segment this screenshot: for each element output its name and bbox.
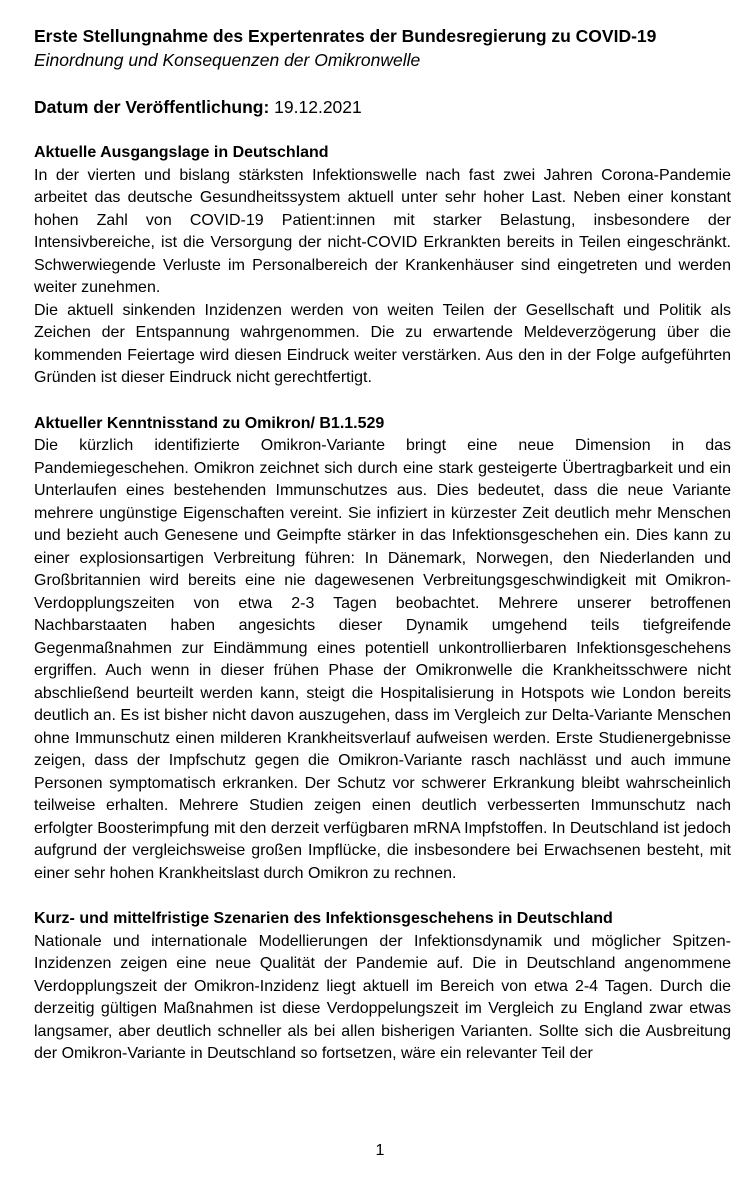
section-paragraph: Nationale und internationale Modellierungen der Infektionsdynamik und möglicher Spitzen-Inzidenzen zeigen eine neue Qualität der Pandemie auf. Die in Deutschland angenommene Verdopplungszeit der Omikron-Inzidenz liegt aktuell im Bereich von etwa 2-4 Tagen. Durch die derzeitig gültigen Maßnahmen ist diese Verdoppelungszeit im Vergleich zu England zwar etwas langsamer, aber deutlich schneller als bei allen bisherigen Varianten. Sollte sich die Ausbreitung der Omikron-Variante in Deutschland so fortsetzen, wäre ein relevanter Teil der: [34, 932, 731, 1062]
section-current-situation: [34, 142, 731, 390]
section-heading: Aktueller Kenntnisstand zu Omikron/ B1.1.529: [34, 414, 385, 432]
page-number: 1: [375, 1142, 385, 1159]
section-heading: Aktuelle Ausgangslage in Deutschland: [34, 144, 329, 161]
document-subtitle: Einordnung und Konsequenzen der Omikronwelle: [34, 50, 421, 70]
section-omicron-knowledge: [34, 413, 731, 886]
section-paragraph: Die kürzlich identifizierte Omikron-Variante bringt eine neue Dimension in das Pandemiegeschehen. Omikron zeichnet sich durch eine stark gesteigerte Übertragbarkeit und ein Unterlaufen eines bestehenden Immunschutzes aus. Dies bedeutet, dass die neue Variante mehrere ungünstige Eigenschaften vereint. Sie infiziert in kürzester Zeit deutlich mehr Menschen und bezieht auch Genesene und Geimpfte stärker in das Infektionsgeschehen ein. Dies kann zu einer explosionsartigen Verbreitung führen: In Dänemark, Norwegen, den Niederlanden und Großbritannien wird bereits eine nie dagewesenen Verbreitungsgeschwindigkeit mit Omikron-Verdopplungszeiten von etwa 2-3 Tagen beobachtet. Mehrere unserer betroffenen Nachbarstaaten haben angesichts dieser Dynamik umgehend teils tiefgreifende Gegenmaßnahmen zur Eindämmung eines potentiell unkontrollierbaren Infektionsgeschehens ergriffen. Auch wenn in dieser frühen Phase der Omikronwelle die Krankheitsschwere nicht abschließend beurteilt werden kann, steigt die Hospitalisierung in Hotspots wie London bereits deutlich an. Es ist bisher nicht davon auszugehen, dass im Vergleich zur Delta-Variante Menschen ohne Immunschutz einen milderen Krankheitsverlauf aufweisen werden. Erste Studienergebnisse zeigen, dass der Impfschutz gegen die Omikron-Variante rasch nachlässt und auch immune Personen symptomatisch erkranken. Der Schutz vor schwerer Erkrankung bleibt wahrscheinlich teilweise erhalten. Mehrere Studien zeigen einen deutlich verbesserten Immunschutz nach erfolgter Boosterimpfung mit den derzeit verfügbaren mRNA Impfstoffen. In Deutschland ist jedoch aufgrund der vergleichsweise großen Impflücke, die insbesondere bei Erwachsenen besteht, mit einer sehr hohen Krankheitslast durch Omikron zu rechnen.: [34, 437, 731, 882]
document-title: Erste Stellungnahme des Expertenrates der Bundesregierung zu COVID-19: [34, 26, 657, 46]
section-paragraph: In der vierten und bislang stärksten Infektionswelle nach fast zwei Jahren Corona-Pandemie arbeitet das deutsche Gesundheitssystem aktuell unter sehr hoher Last. Neben einer konstant hohen Zahl von COVID-19 Patient:innen mit starker Belastung, insbesondere der Intensivbereiche, ist die Versorgung der nicht-COVID Erkrankten bereits in Teilen eingeschränkt. Schwerwiegende Verluste im Personalbereich der Krankenhäuser sind eingetreten und werden weiter zunehmen.: [34, 166, 731, 296]
publication-date-label: Datum der Veröffentlichung:: [34, 97, 270, 117]
document-page: [34, 24, 731, 1066]
section-heading: Kurz- und mittelfristige Szenarien des Infektionsgeschehens in Deutschland: [34, 910, 613, 927]
publication-date-value: 19.12.2021: [274, 97, 362, 117]
publication-date-line: [34, 95, 731, 119]
section-scenarios: [34, 908, 731, 1066]
section-paragraph: Die aktuell sinkenden Inzidenzen werden von weiten Teilen der Gesellschaft und Politik als Zeichen der Entspannung wahrgenommen. Die zu erwartende Meldeverzögerung über die kommenden Feiertage wird diesen Eindruck weiter verstärken. Aus den in der Folge aufgeführten Gründen ist dieser Eindruck nicht gerechtfertigt.: [34, 301, 731, 386]
